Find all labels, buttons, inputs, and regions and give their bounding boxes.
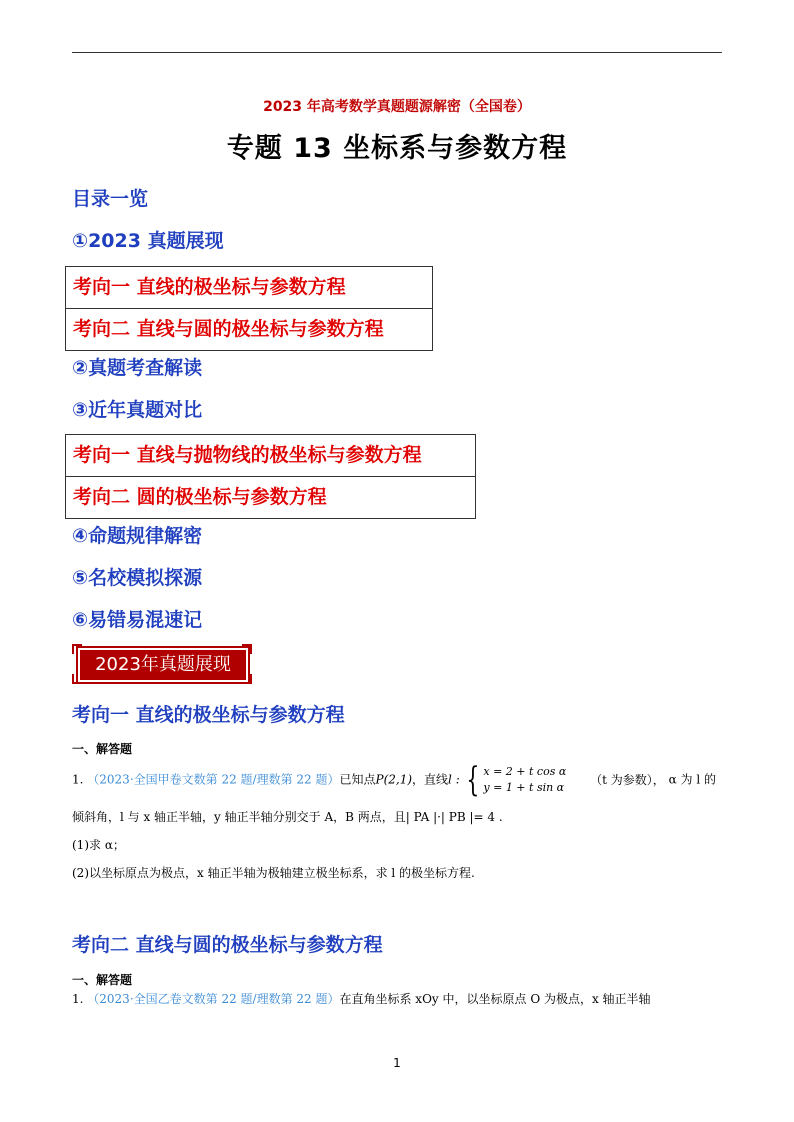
section-1-part-1: (1)求 α； <box>72 838 125 852</box>
equation-system <box>462 760 567 800</box>
question-text: α 为 l 的 <box>668 772 716 787</box>
question-source: （2023·全国乙卷文数第 22 题/理数第 22 题） <box>87 992 340 1006</box>
doc-subtitle: 2023 年高考数学真题题源解密（全国卷） <box>263 99 531 115</box>
param-note: （t 为参数）， <box>590 772 665 787</box>
equation-line-1: x = 2 + t cos α <box>483 765 567 778</box>
question-number: 1. <box>72 992 84 1006</box>
toc-item-6: ⑥易错易混速记 <box>72 609 203 631</box>
toc-box-2-row-2: 考向二 圆的极坐标与参数方程 <box>66 476 475 518</box>
section-1-question-line-1 <box>72 760 716 800</box>
header-rule <box>72 52 722 53</box>
section-1-part-2: (2)以坐标原点为极点，x 轴正半轴为极轴建立极坐标系，求 l 的极坐标方程. <box>72 866 475 880</box>
section-2-heading: 考向二 直线与圆的极坐标与参数方程 <box>72 934 383 956</box>
question-number: 1. <box>72 772 84 787</box>
question-text: 在直角坐标系 xOy 中，以坐标原点 O 为极点，x 轴正半轴 <box>339 992 651 1006</box>
question-text: 已知点 <box>339 772 376 787</box>
section-2-question-line-1 <box>72 991 651 1007</box>
banner-label: 2023年真题展现 <box>80 650 246 680</box>
section-banner <box>72 644 252 684</box>
question-text: ，直线 <box>412 772 449 787</box>
toc-item-3: ③近年真题对比 <box>72 399 203 421</box>
toc-box-2-row-1: 考向一 直线与抛物线的极坐标与参数方程 <box>73 444 422 466</box>
question-source: （2023·全国甲卷文数第 22 题/理数第 22 题） <box>87 772 340 787</box>
toc-box-1 <box>65 266 433 351</box>
toc-box-1-row-1: 考向一 直线的极坐标与参数方程 <box>73 276 346 298</box>
brace-icon: { <box>466 760 480 800</box>
section-1-heading: 考向一 直线的极坐标与参数方程 <box>72 704 345 726</box>
toc-item-1: ①2023 真题展现 <box>72 230 224 252</box>
toc-box-2 <box>65 434 476 519</box>
toc-item-5: ⑤名校模拟探源 <box>72 567 203 589</box>
line-label: l : <box>448 772 460 787</box>
toc-box-1-row-2: 考向二 直线与圆的极坐标与参数方程 <box>66 308 432 350</box>
page-number: 1 <box>393 1056 401 1070</box>
point-label: P(2,1) <box>375 772 413 787</box>
section-1-question-line-2: 倾斜角，l 与 x 轴正半轴，y 轴正半轴分别交于 A，B 两点，且| PA |·| PB |= 4 . <box>72 810 503 824</box>
equation-line-2: y = 1 + t sin α <box>483 781 565 794</box>
section-2-subheading: 一、解答题 <box>72 973 133 987</box>
doc-title: 专题 13 坐标系与参数方程 <box>226 133 568 164</box>
section-1-subheading: 一、解答题 <box>72 742 133 756</box>
toc-item-2: ②真题考查解读 <box>72 357 203 379</box>
toc-item-4: ④命题规律解密 <box>72 525 203 547</box>
toc-heading: 目录一览 <box>72 188 149 210</box>
